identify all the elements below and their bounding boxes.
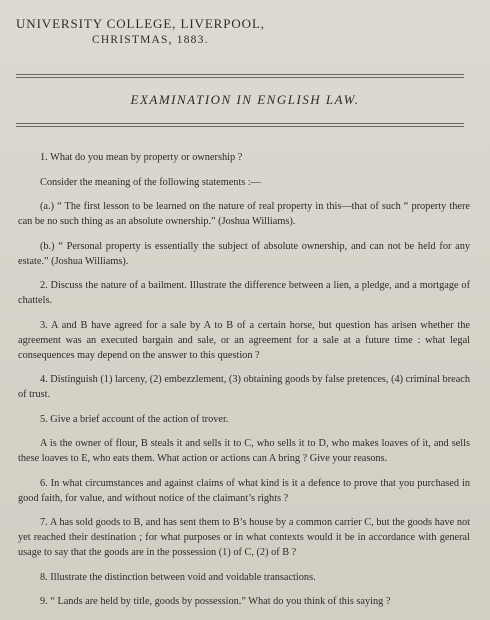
- question-1: 1. What do you mean by property or ownership ?: [40, 152, 243, 163]
- question-1-statement-b: (b.) “ Personal property is essentially the subject of absolute ownership, and can not be held for any estate.” (Joshua Williams).: [18, 240, 470, 267]
- question-6: 6. In what circumstances and against claims of what kind is it a defence to prove that you purchased in good faith, for value, and without notice of the claimant’s rights ?: [18, 477, 470, 504]
- question-1-statement-a: (a.) “ The first lesson to be learned on the nature of real property in this—that of such “ property there can be no such thing as an absolute ownership.” (Joshua Williams).: [18, 201, 470, 227]
- question-5: 5. Give a brief account of the action of trover.: [40, 413, 229, 425]
- question-2: 2. Discuss the nature of a bailment. Illustrate the difference between a lien, a pledge, and a mortgage of chattels.: [18, 280, 470, 306]
- question-list: [18, 150, 470, 619]
- title-rule: [16, 123, 464, 124]
- question-9: 9. “ Lands are held by title, goods by possession.” What do you think of this saying ?: [40, 596, 391, 607]
- title-rule-inner: [16, 126, 464, 127]
- institution-heading: UNIVERSITY COLLEGE, LIVERPOOL,: [16, 16, 265, 31]
- question-1-instruction: Consider the meaning of the following statements :—: [40, 176, 262, 188]
- top-rule-inner: [16, 77, 464, 78]
- exam-date: CHRISTMAS, 1883.: [92, 34, 209, 46]
- question-7: 7. A has sold goods to B, and has sent them to B’s house by a common carrier C, but the goods have not yet reached their destination ; for what purposes or in what contexts would it be in accordance with general usage to say that the goods are in the possession (1) of C, (2) of B ?: [18, 517, 470, 558]
- question-3: 3. A and B have agreed for a sale by A to B of a certain horse, but question has arisen whether the agreement was an executed bargain and sale, or an agreement for a sale at a future time : what legal consequences may depend on the answer to this question ?: [18, 319, 470, 361]
- question-4: 4. Distinguish (1) larceny, (2) embezzlement, (3) obtaining goods by false pretences, (4) criminal breach of trust.: [18, 374, 470, 400]
- exam-title: EXAMINATION IN ENGLISH LAW.: [130, 92, 360, 107]
- question-8: 8. Illustrate the distinction between void and voidable transactions.: [40, 571, 316, 583]
- top-rule: [16, 74, 464, 75]
- question-5-scenario: A is the owner of flour, B steals it and sells it to C, who sells it to D, who makes loaves of it, and sells these loaves to E, who eats them. What action or actions can A bring ? Give your reasons.: [18, 438, 470, 464]
